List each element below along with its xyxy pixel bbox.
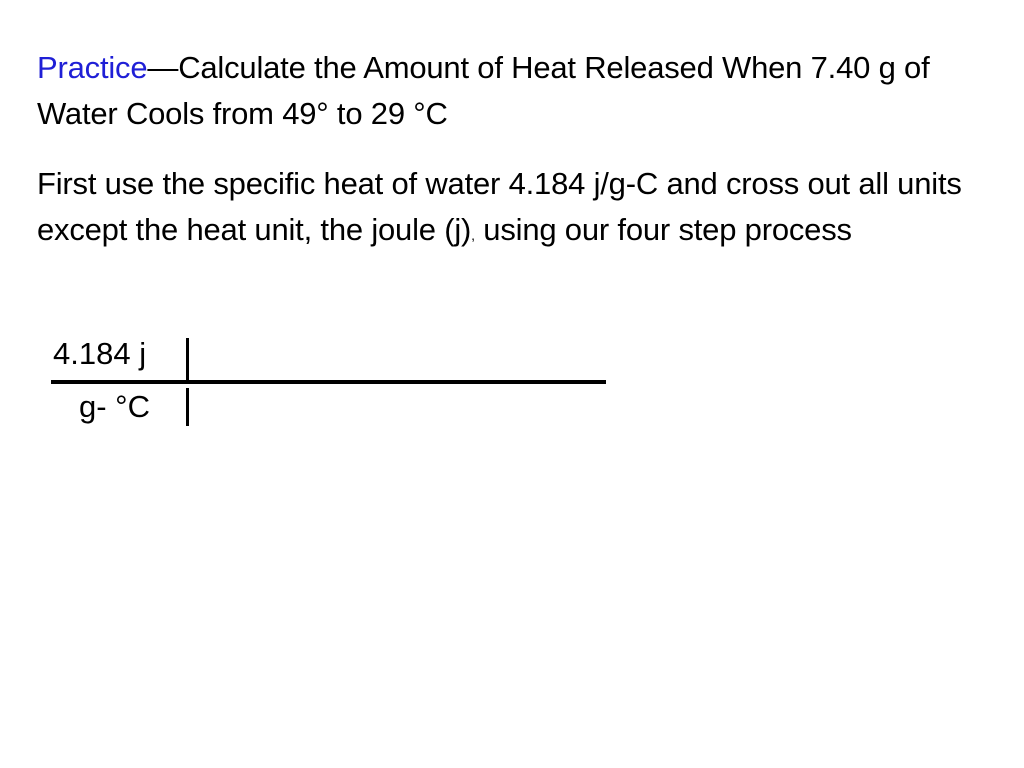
title-text: —Calculate the Amount of Heat Released When 7.40 g of Water Cools from 49° to 29 °C <box>37 50 930 131</box>
grid-fraction-bar <box>51 380 606 384</box>
grid-divider-top <box>186 338 189 380</box>
instructions-text-end: using our four step process <box>474 212 852 247</box>
title-accent: Practice <box>37 50 148 85</box>
grid-divider-bottom <box>186 388 189 426</box>
instructions-comma: , <box>471 227 475 243</box>
numerator-value: 4.184 j <box>53 336 147 371</box>
denominator-value: g- °C <box>79 389 150 424</box>
instructions-text: First use the specific heat of water 4.184 j/g-C and cross out all units except the heat unit, the joule (j) <box>37 166 962 247</box>
